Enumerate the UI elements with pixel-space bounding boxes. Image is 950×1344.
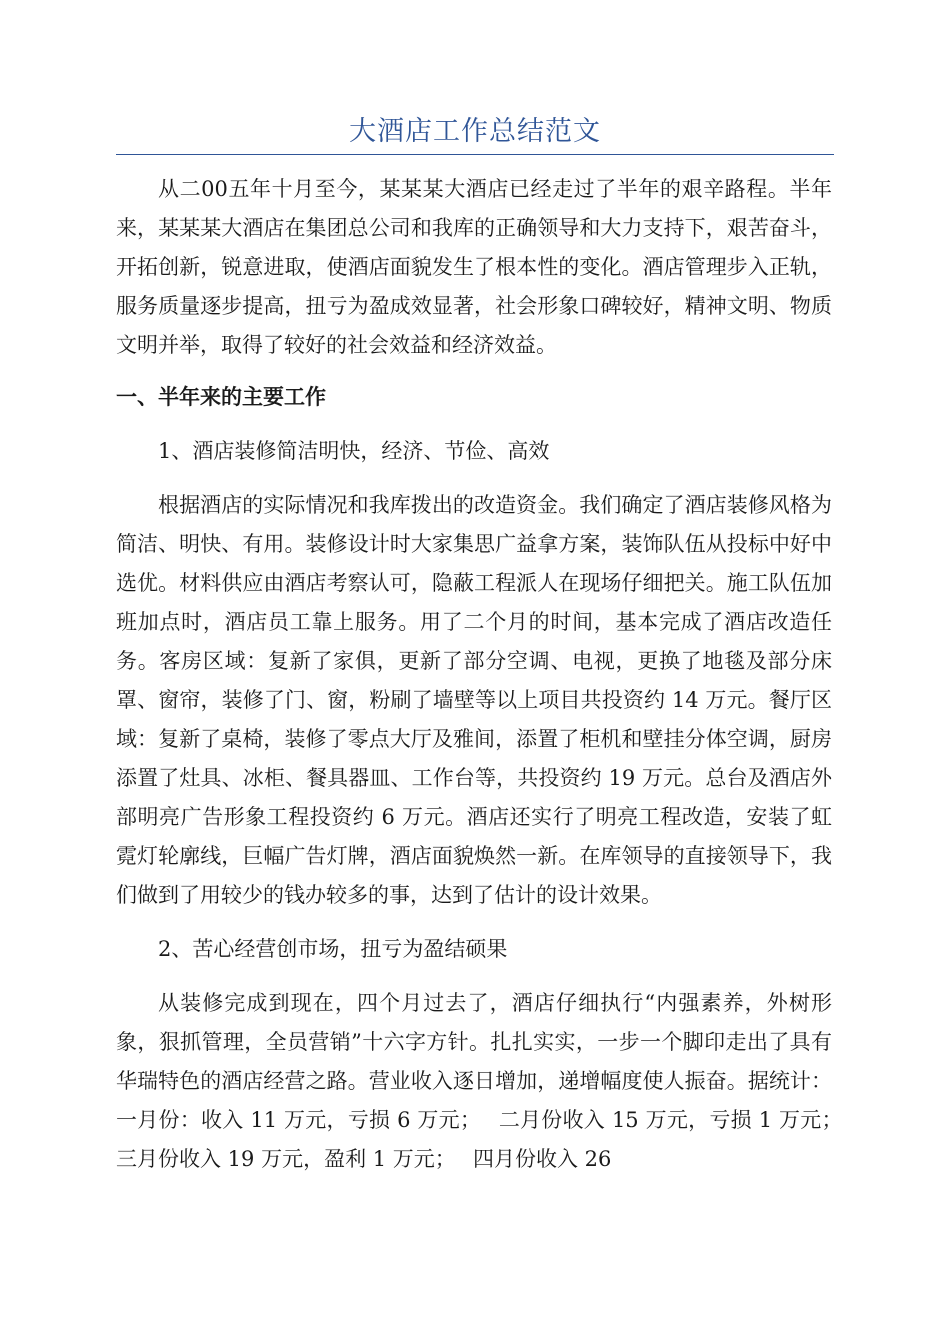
intro-paragraph: 从二00五年十月至今，某某某大酒店已经走过了半年的艰辛路程。半年来，某某某大酒店在集团总公司和我库的正确领导和大力支持下，艰苦奋斗，开拓创新，锐意进取，使酒店面貌发生了根本性的变化。酒店管理步入正轨，服务质量逐步提高，扭亏为盈成效显著，社会形象口碑较好，精神文明、物质文明并举，取得了较好的社会效益和经济效益。 <box>116 177 832 357</box>
section-heading-main-work: 一、半年来的主要工作 <box>116 385 326 409</box>
title-underline <box>116 154 834 155</box>
operations-paragraph: 从装修完成到现在，四个月过去了，酒店仔细执行“内强素养，外树形象，狠抓管理，全员营销”十六字方针。扎扎实实，一步一个脚印走出了具有华瑞特色的酒店经营之路。营业收入逐日增加，递增幅度使人振奋。据统计：一月份：收入 11 万元，亏损 6 万元； 二月份收入 15 万元，亏损 1 万元； 三月份收入 19 万元，盈利 1 万元； 四月份收入 26 <box>116 991 860 1171</box>
document-title: 大酒店工作总结范文 <box>349 116 601 147</box>
renovation-paragraph: 根据酒店的实际情况和我库拨出的改造资金。我们确定了酒店装修风格为简洁、明快、有用。装修设计时大家集思广益拿方案，装饰队伍从投标中好中选优。材料供应由酒店考察认可，隐蔽工程派人在现场仔细把关。施工队伍加班加点时，酒店员工靠上服务。用了二个月的时间，基本完成了酒店改造任务。客房区域：复新了家俱，更新了部分空调、电视，更换了地毯及部分床罩、窗帘，装修了门、窗，粉刷了墙壁等以上项目共投资约 14 万元。餐厅区域：复新了桌椅，装修了零点大厅及雅间，添置了柜机和壁挂分体空调，厨房添置了灶具、冰柜、餐具器皿、工作台等，共投资约 19 万元。总台及酒店外部明亮广告形象工程投资约 6 万元。酒店还实行了明亮工程改造，安装了虹霓灯轮廓线，巨幅广告灯牌，酒店面貌焕然一新。在库领导的直接领导下，我们做到了用较少的钱办较多的事，达到了估计的设计效果。 <box>116 493 832 907</box>
subheading-renovation: 1、酒店装修简洁明快，经济、节俭、高效 <box>158 439 550 463</box>
document-body <box>116 170 860 1179</box>
subheading-operations: 2、苦心经营创市场，扭亏为盈结硕果 <box>158 937 508 961</box>
